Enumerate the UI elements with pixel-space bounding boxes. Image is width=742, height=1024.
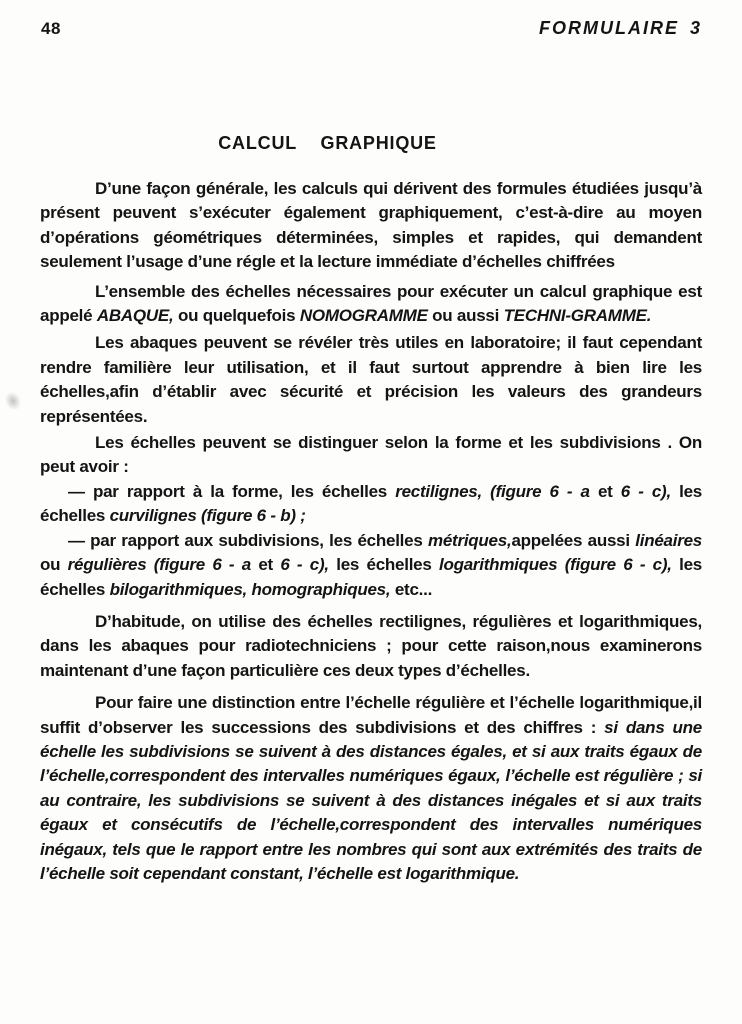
- text-run: Les abaques peuvent se révéler très utiles en laboratoire; il faut cependant rendre familière leur utilisation, et il faut surtout apprendre à bien lire les échelles,afin d’établir avec sécurité et précision les valeurs des grandeurs représentées.: [40, 333, 702, 426]
- paragraph: [40, 177, 702, 275]
- text-run: et: [589, 481, 621, 501]
- text-run: L’ensemble des échelles nécessaires pour exécuter un calcul graphique est appelé: [40, 281, 702, 326]
- text-run: etc...: [390, 579, 433, 599]
- text-run: Les échelles peuvent se distinguer selon la forme et les subdivisions . On peut avoir :: [40, 433, 702, 477]
- italic-text-run: régulières (figure 6 - a: [67, 555, 251, 575]
- italic-text-run: linéaires: [635, 530, 702, 550]
- text-run: — par rapport à la forme, les échelles: [68, 481, 396, 501]
- text-run: ou quelquefois: [173, 306, 300, 326]
- italic-text-run: curvilignes (figure 6 - b) ;: [109, 506, 306, 526]
- paragraph: [40, 280, 702, 329]
- text-run: D’une façon générale, les calculs qui dérivent des formules étudiées jusqu’à présent peuvent s’exécuter également graphiquement, c’est-à-dire au moyen d’opérations géométriques déterminées, simples et rapides, qui demandent seulement l’usage d’une régle et la lecture immédiate d’échelles chiffrées: [40, 179, 702, 272]
- text-run: les échelles: [328, 555, 439, 575]
- text-run: ou: [40, 555, 68, 575]
- paragraph: [40, 431, 702, 480]
- italic-text-run: logarithmiques (figure 6 - c),: [438, 555, 672, 575]
- italic-text-run: 6 - c),: [620, 481, 671, 501]
- text-run: les échelles: [40, 481, 703, 526]
- italic-text-run: NOMOGRAMME: [299, 306, 428, 326]
- paragraph: [40, 691, 702, 886]
- text-run: et: [250, 555, 281, 575]
- page-number: 48: [41, 19, 61, 38]
- paragraph: [40, 331, 702, 429]
- scan-smudge-artifact: [2, 389, 25, 414]
- italic-text-run: rectilignes, (figure 6 - a: [395, 481, 590, 501]
- paragraph: [40, 610, 702, 683]
- body-text: [40, 177, 702, 886]
- text-run: Pour faire une distinction entre l’échelle régulière et l’échelle logarithmique,il suffit d’observer les successions des subdivisions et des chiffres :: [40, 693, 702, 737]
- italic-text-run: métriques,: [427, 530, 512, 550]
- text-run: ou aussi: [427, 306, 504, 326]
- running-head-title: FORMULAIRE 3: [539, 18, 702, 38]
- italic-text-run: si dans une échelle les subdivisions se suivent à des distances égales, et si aux traits égaux de l’échelle,correspondent des intervalles numériques égaux, l’échelle est régulière ; si au contraire, les subdivisions se suivent à des distances inégales et si aux traits égaux et consécutifs de l’échelle,correspondent des intervalles numériques inégaux, tels que le rapport entre les nombres qui sont aux extrémités des traits de l’échelle soit cependant constant, l’échelle est logarithmique.: [40, 717, 702, 883]
- section-title: CALCUL GRAPHIQUE: [218, 133, 437, 153]
- italic-text-run: 6 - c),: [280, 555, 329, 575]
- italic-text-run: TECHNI-GRAMME.: [503, 306, 652, 326]
- page-header: [41, 18, 702, 39]
- list-item: [40, 529, 702, 602]
- italic-text-run: bilogarithmiques, homographiques,: [109, 579, 391, 599]
- text-run: les échelles: [40, 555, 703, 599]
- italic-text-run: ABAQUE,: [96, 306, 174, 326]
- list-item: [40, 480, 702, 529]
- text-run: D’habitude, on utilise des échelles rectilignes, régulières et logarithmiques, dans les abaques pour radiotechniciens ; pour cette raison,nous examinerons maintenant d’une façon particulière ces deux types d’échelles.: [40, 611, 702, 680]
- text-run: appelées aussi: [511, 530, 636, 550]
- text-run: — par rapport aux subdivisions, les échelles: [68, 530, 428, 550]
